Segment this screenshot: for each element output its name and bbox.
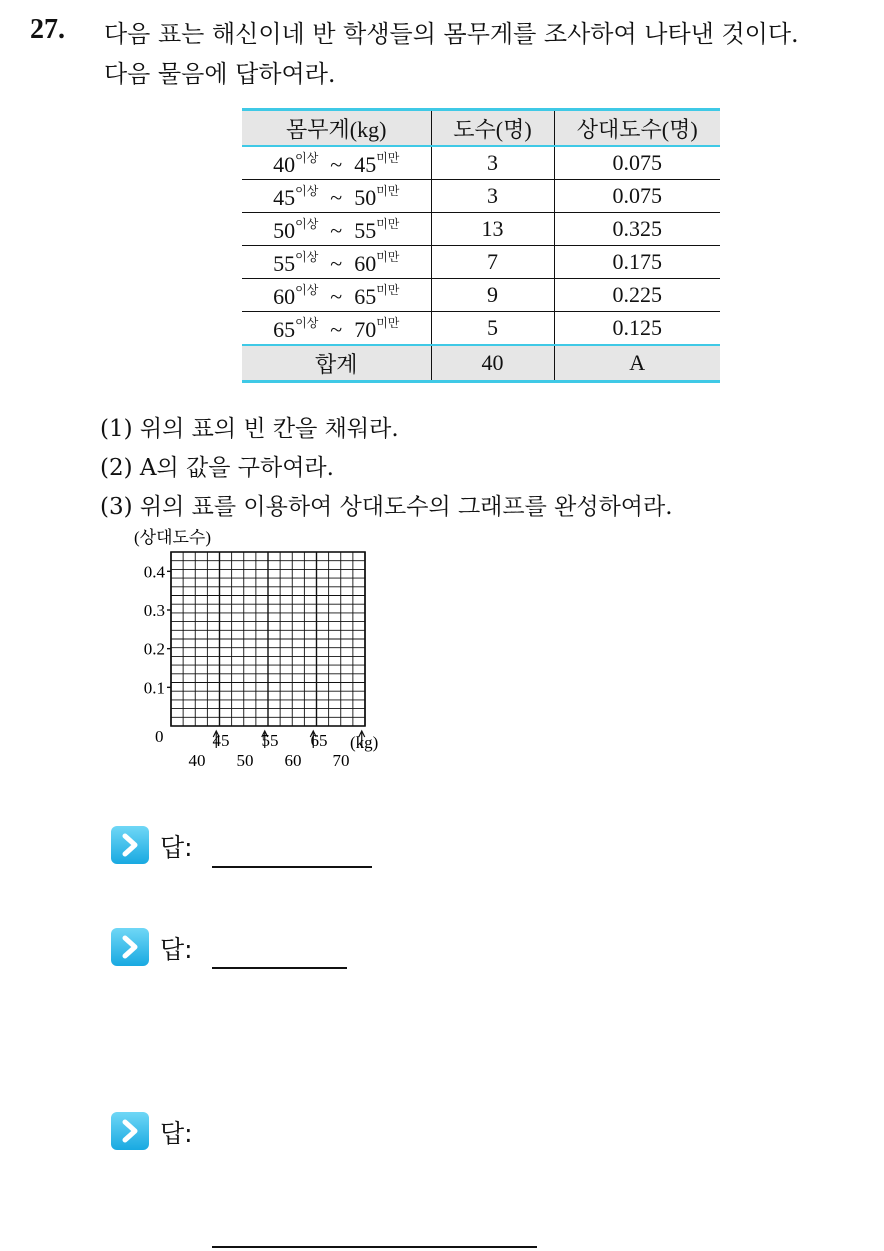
total-label: 합계 bbox=[242, 345, 431, 382]
answer-label-3: 답: bbox=[160, 1119, 193, 1148]
y-tick-label: 0.3 bbox=[143, 601, 165, 620]
answer-label-2: 답: bbox=[160, 935, 193, 964]
answer-arrow-icon bbox=[111, 928, 149, 966]
x-tick-label-upper: 55 bbox=[261, 731, 279, 750]
answer-line-1[interactable] bbox=[212, 866, 372, 868]
question-text-line1: 다음 표는 해신이네 반 학생들의 몸무게를 조사하여 나타낸 것이다. bbox=[104, 20, 799, 48]
header-weight: 몸무게(kg) bbox=[242, 110, 431, 147]
header-frequency: 도수(명) bbox=[431, 110, 554, 147]
answer-label-1: 답: bbox=[160, 833, 193, 862]
frequency-table bbox=[242, 108, 720, 383]
y-tick-label: 0.4 bbox=[143, 562, 165, 582]
range-separator: ~ bbox=[330, 316, 343, 342]
interval-upper: 60 bbox=[354, 250, 377, 276]
relative-frequency-cell: 0.075 bbox=[554, 180, 720, 213]
table-row bbox=[242, 279, 720, 312]
class-interval bbox=[242, 246, 431, 279]
relative-frequency-cell: 0.175 bbox=[554, 246, 720, 279]
answer-arrow-icon bbox=[111, 826, 149, 864]
question-text bbox=[104, 14, 874, 94]
total-frequency: 40 bbox=[431, 345, 554, 382]
x-tick-label-lower: 40 bbox=[188, 751, 206, 770]
x-axis-label: (kg) bbox=[350, 733, 379, 752]
frequency-cell: 3 bbox=[431, 180, 554, 213]
answer-arrow-icon bbox=[111, 1112, 149, 1150]
subquestion-3: (3) 위의 표를 이용하여 상대도수의 그래프를 완성하여라. bbox=[100, 494, 673, 520]
y-tick-label: 0.2 bbox=[143, 639, 165, 659]
upper-suffix: 미만 bbox=[376, 282, 400, 297]
table-row bbox=[242, 213, 720, 246]
question-number: 27. bbox=[30, 14, 65, 45]
frequency-cell: 7 bbox=[431, 246, 554, 279]
x-tick-label-upper: 65 bbox=[310, 731, 328, 750]
interval-upper: 50 bbox=[354, 184, 377, 210]
x-tick-label-lower: 70 bbox=[332, 751, 350, 770]
interval-upper: 45 bbox=[354, 151, 377, 177]
interval-lower: 40 bbox=[273, 151, 296, 177]
x-tick-label-lower: 60 bbox=[284, 751, 302, 770]
range-separator: ~ bbox=[330, 217, 343, 243]
lower-suffix: 이상 bbox=[295, 315, 319, 330]
header-relative-frequency: 상대도수(명) bbox=[554, 110, 720, 147]
lower-suffix: 이상 bbox=[295, 282, 319, 297]
answer-line-3[interactable] bbox=[212, 1246, 537, 1248]
interval-upper: 65 bbox=[354, 283, 377, 309]
table-row bbox=[242, 146, 720, 180]
class-interval bbox=[242, 312, 431, 346]
lower-suffix: 이상 bbox=[295, 249, 319, 264]
lower-suffix: 이상 bbox=[295, 183, 319, 198]
relative-frequency-graph bbox=[128, 528, 398, 778]
table-row bbox=[242, 180, 720, 213]
frequency-cell: 3 bbox=[431, 146, 554, 180]
upper-suffix: 미만 bbox=[376, 315, 400, 330]
interval-lower: 60 bbox=[273, 283, 296, 309]
relative-frequency-cell: 0.325 bbox=[554, 213, 720, 246]
table-row bbox=[242, 312, 720, 346]
range-separator: ~ bbox=[330, 250, 343, 276]
lower-suffix: 이상 bbox=[295, 216, 319, 231]
frequency-cell: 9 bbox=[431, 279, 554, 312]
y-tick-label: 0.1 bbox=[143, 678, 165, 698]
relative-frequency-cell: 0.225 bbox=[554, 279, 720, 312]
class-interval bbox=[242, 180, 431, 213]
frequency-cell: 13 bbox=[431, 213, 554, 246]
interval-upper: 70 bbox=[354, 316, 377, 342]
upper-suffix: 미만 bbox=[376, 216, 400, 231]
range-separator: ~ bbox=[330, 283, 343, 309]
origin-label: 0 bbox=[155, 727, 164, 746]
class-interval bbox=[242, 146, 431, 180]
x-tick-label-upper: 45 bbox=[212, 731, 230, 750]
range-separator: ~ bbox=[330, 184, 343, 210]
frequency-cell: 5 bbox=[431, 312, 554, 346]
subquestion-1: (1) 위의 표의 빈 칸을 채워라. bbox=[100, 416, 399, 442]
total-relative-frequency: A bbox=[554, 345, 720, 382]
relative-frequency-cell: 0.125 bbox=[554, 312, 720, 346]
question-text-line2: 다음 물음에 답하여라. bbox=[104, 60, 336, 88]
relative-frequency-cell: 0.075 bbox=[554, 146, 720, 180]
interval-lower: 55 bbox=[273, 250, 296, 276]
subquestion-2: (2) A의 값을 구하여라. bbox=[100, 455, 334, 481]
upper-suffix: 미만 bbox=[376, 183, 400, 198]
upper-suffix: 미만 bbox=[376, 249, 400, 264]
class-interval bbox=[242, 213, 431, 246]
table-row bbox=[242, 246, 720, 279]
interval-lower: 50 bbox=[273, 217, 296, 243]
upper-suffix: 미만 bbox=[376, 150, 400, 165]
interval-lower: 45 bbox=[273, 184, 296, 210]
x-tick-label-lower: 50 bbox=[236, 751, 254, 770]
range-separator: ~ bbox=[330, 151, 343, 177]
lower-suffix: 이상 bbox=[295, 150, 319, 165]
class-interval bbox=[242, 279, 431, 312]
interval-lower: 65 bbox=[273, 316, 296, 342]
y-axis-label: (상대도수) bbox=[134, 528, 212, 547]
interval-upper: 55 bbox=[354, 217, 377, 243]
answer-line-2[interactable] bbox=[212, 967, 347, 969]
